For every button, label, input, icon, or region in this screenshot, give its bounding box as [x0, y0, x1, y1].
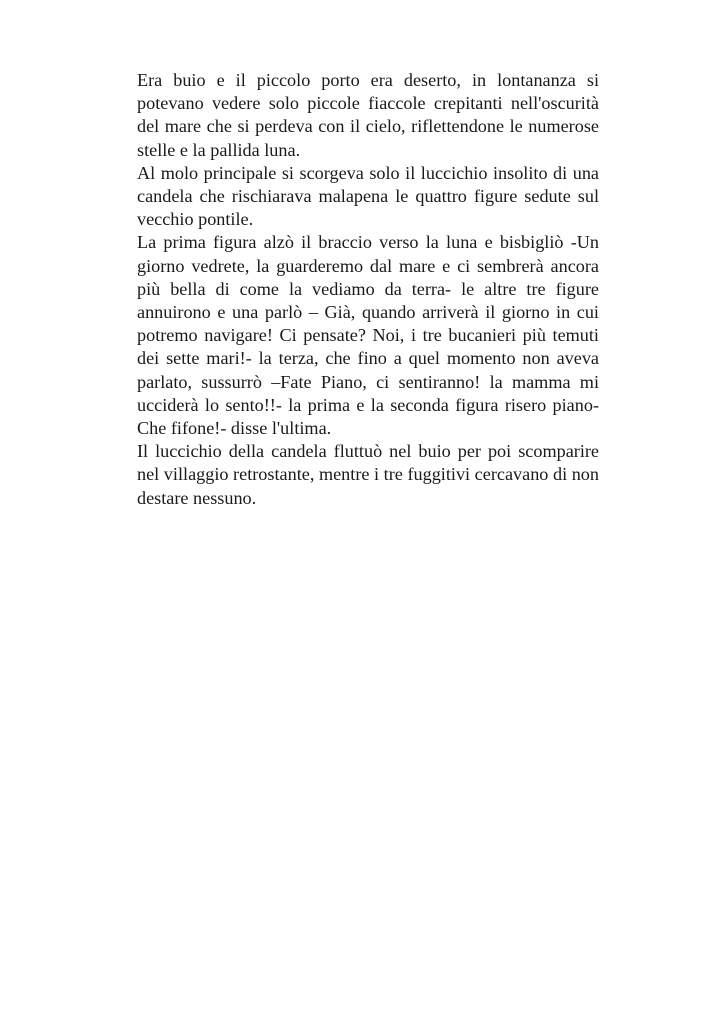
- paragraph-dialogue: La prima figura alzò il braccio verso la luna e bisbigliò -Un giorno vedrete, la guarderemo dal mare e ci sembrerà ancora più bella di come la vediamo da terra- le altre tre figure annuirono e una parlò – Già, quando arriverà il giorno in cui potremo navigare! Ci pensate? Noi, i tre bucanieri più temuti dei sette mari!- la terza, che fino a quel momento non aveva parlato, sussurrò –Fate Piano, ci sentiranno! la mamma mi ucciderà lo sento!!- la prima e la seconda figura risero piano-Che fifone!- disse l'ultima.: [137, 232, 599, 439]
- story-text: [137, 69, 599, 510]
- paragraph-ending: Il luccichio della candela fluttuò nel buio per poi scomparire nel villaggio retrostante, mentre i tre fuggitivi cercavano di non destare nessuno.: [137, 441, 599, 508]
- paragraph-harbor: Era buio e il piccolo porto era deserto, in lontananza si potevano vedere solo piccole fiaccole crepitanti nell'oscurità del mare che si perdeva con il cielo, riflettendone le numerose stelle e la pallida luna.: [137, 70, 599, 160]
- paragraph-candle: Al molo principale si scorgeva solo il luccichio insolito di una candela che rischiarava malapena le quattro figure sedute sul vecchio pontile.: [137, 162, 599, 230]
